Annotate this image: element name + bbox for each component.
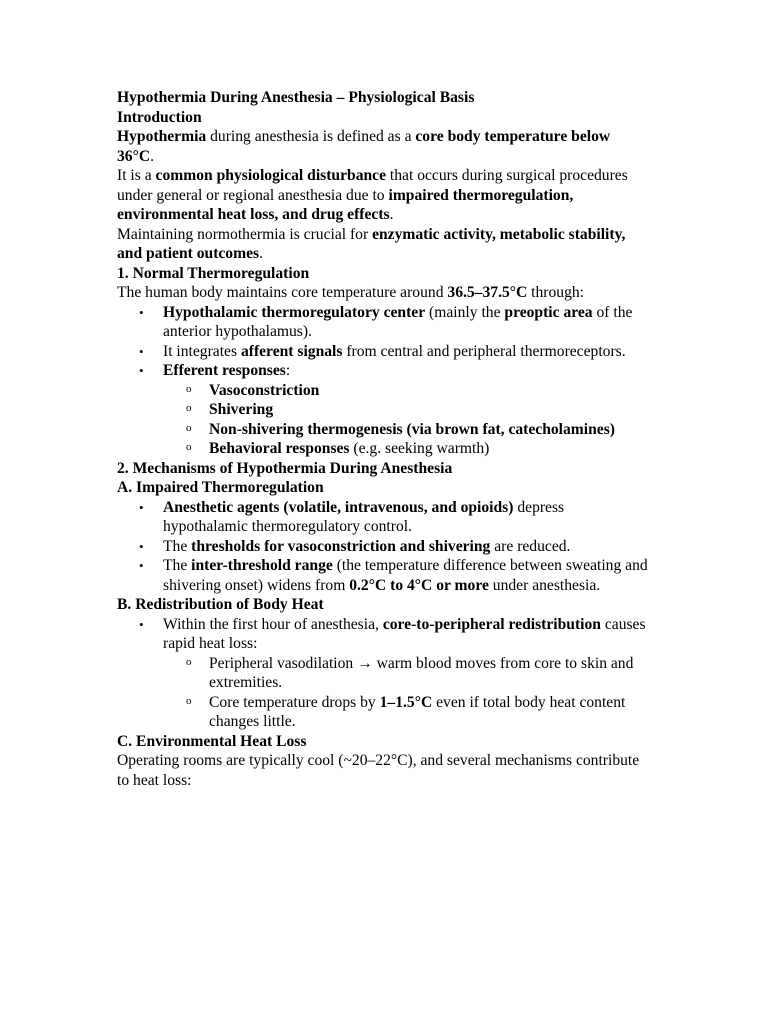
document-title: Hypothermia During Anesthesia – Physiological Basis (117, 89, 475, 106)
bold-text: enzymatic activity, metabolic stability, and patient outcomes (117, 225, 626, 262)
list-item (117, 303, 649, 342)
list-item (117, 556, 649, 595)
subsection-heading: C. Environmental Heat Loss (117, 732, 307, 750)
text-run: from central and peripheral thermoreceptors. (342, 342, 626, 360)
bullet-list (117, 303, 649, 459)
text-run: Within the first hour of anesthesia, (163, 615, 383, 633)
bold-text: Hypothermia (117, 128, 207, 145)
text-run: through: (527, 284, 585, 301)
text-run: The (163, 557, 192, 574)
list-item (117, 342, 649, 362)
bold-text: core-to-peripheral redistribution (382, 615, 601, 633)
bold-text: common physiological disturbance (155, 167, 387, 184)
text-run: The human body maintains core temperature around (117, 284, 448, 301)
text-run: (e.g. seeking warmth) (349, 440, 490, 457)
intro-paragraph (117, 127, 649, 166)
section-text (117, 751, 649, 790)
text-run: causes rapid heat loss: (163, 615, 646, 652)
sub-list-item (163, 381, 649, 401)
text-run: (the temperature difference between sweating and shivering onset) widens from (163, 557, 648, 594)
intro-paragraph (117, 225, 649, 264)
list-item-text (163, 616, 646, 653)
text-run: during anesthesia is defined as a (206, 128, 416, 145)
text-run: The (163, 537, 192, 555)
section-lead (117, 283, 649, 303)
section-heading: 1. Normal Thermoregulation (117, 264, 310, 282)
text-run: : (285, 362, 291, 379)
bold-text: Hypothalamic thermoregulatory center (163, 303, 426, 321)
bold-text: 0.2°C to 4°C or more (349, 576, 489, 594)
intro-heading: Introduction (117, 108, 202, 126)
text-run: are reduced. (490, 537, 571, 555)
document-body (117, 88, 649, 790)
bold-text: Anesthetic agents (volatile, intravenous, and opioids) (163, 498, 514, 516)
text-run: Peripheral vasodilation → warm blood moves from core to skin and extremities. (209, 654, 634, 691)
text-run: . (389, 206, 394, 223)
sub-list-item (163, 400, 649, 420)
text-run: It is a (117, 167, 156, 184)
text-run: Core temperature drops by (209, 693, 380, 711)
text-run: Operating rooms are typically cool (~20–22°C), and several mechanisms contribute to heat loss: (117, 752, 640, 789)
list-item-text (163, 362, 290, 379)
bold-text: Efferent responses (163, 362, 286, 379)
text-run: (mainly the (425, 303, 505, 321)
text-run: . (150, 147, 154, 165)
bold-text: Vasoconstriction (209, 381, 320, 399)
text-run: . (259, 245, 263, 262)
bullet-list (117, 615, 649, 732)
list-item (117, 498, 649, 537)
bold-text: Shivering (209, 401, 274, 418)
text-run: depress hypothalamic thermoregulatory control. (163, 498, 565, 535)
text-run: even if total body heat content changes little. (209, 693, 626, 730)
sub-list-item (163, 654, 649, 693)
sub-list-item (163, 693, 649, 732)
section-heading: 2. Mechanisms of Hypothermia During Anesthesia (117, 459, 453, 477)
bold-text: 36.5–37.5°C (447, 284, 528, 301)
subsection-heading: A. Impaired Thermoregulation (117, 479, 324, 496)
intro-paragraph (117, 166, 649, 225)
bold-text: preoptic area (504, 303, 593, 321)
bold-text: afferent signals (240, 342, 343, 360)
bold-text: Behavioral responses (209, 440, 350, 457)
list-item (117, 537, 649, 557)
text-run: It integrates (163, 342, 241, 360)
subsection-heading: B. Redistribution of Body Heat (117, 596, 324, 613)
bold-text: inter-threshold range (191, 557, 333, 574)
text-run: of the anterior hypothalamus). (163, 303, 633, 340)
bold-text: core body temperature below 36°C (117, 128, 611, 165)
bold-text: 1–1.5°C (379, 693, 433, 711)
list-item (117, 615, 649, 732)
sub-list (163, 654, 649, 732)
bullet-list (117, 498, 649, 596)
text-run: under anesthesia. (488, 576, 601, 594)
sub-list-item (163, 420, 649, 440)
text-run: Maintaining normothermia is crucial for (117, 225, 373, 243)
sub-list-item (163, 439, 649, 459)
sub-list (163, 381, 649, 459)
bold-text: Non-shivering thermogenesis (via brown fat, catecholamines) (209, 420, 615, 438)
bold-text: impaired thermoregulation, environmental heat loss, and drug effects (117, 186, 574, 223)
list-item (117, 361, 649, 459)
bold-text: thresholds for vasoconstriction and shivering (191, 537, 491, 555)
text-run: that occurs during surgical procedures under general or regional anesthesia due to (117, 167, 628, 204)
